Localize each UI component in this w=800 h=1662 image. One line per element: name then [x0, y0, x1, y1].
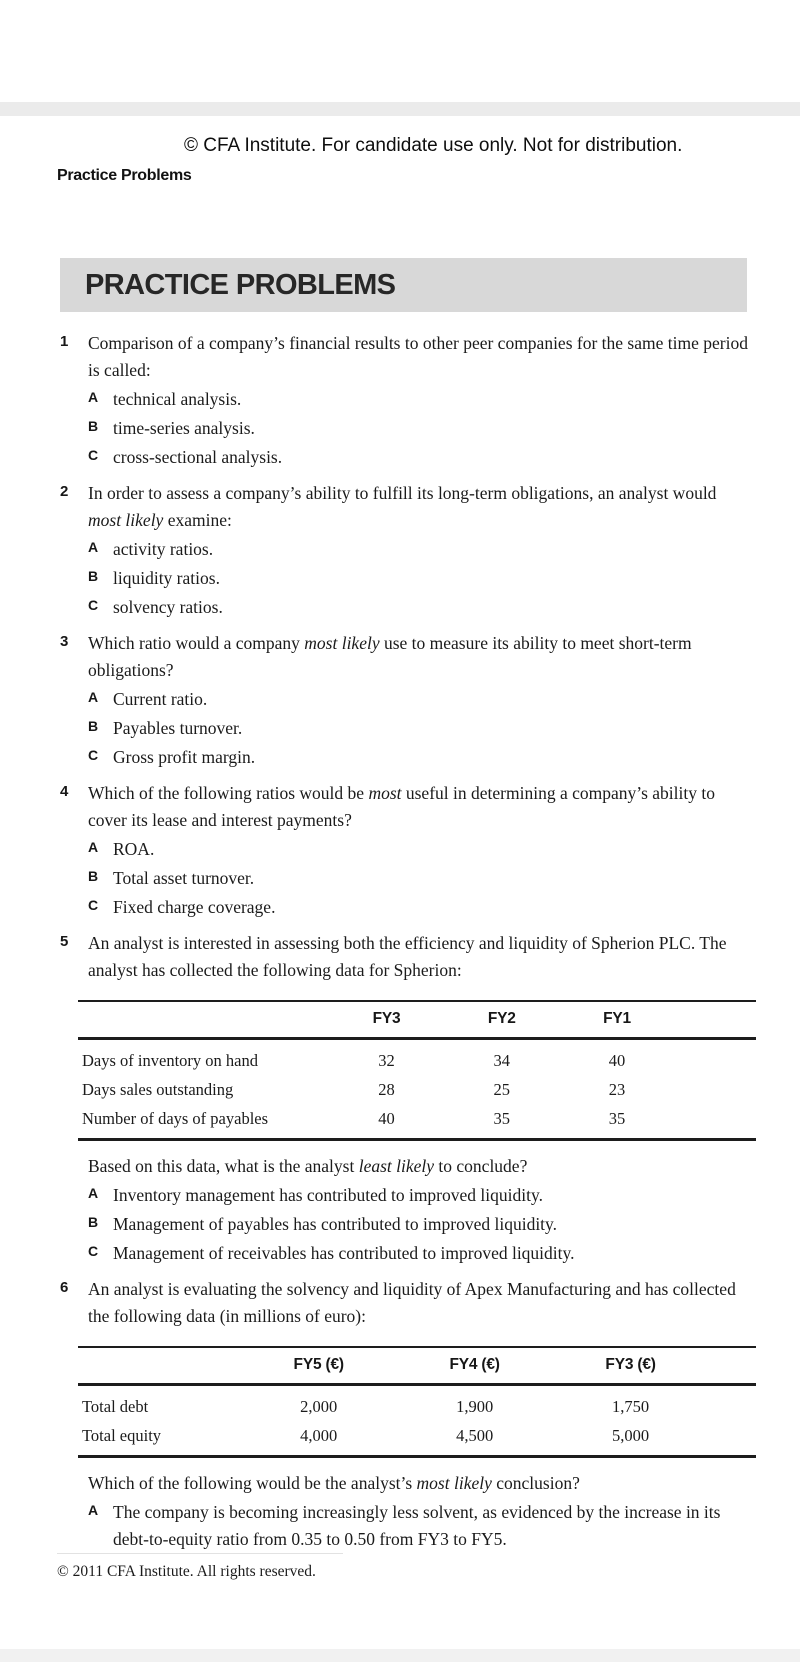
- question-text-part: Based on this data, what is the analyst: [88, 1156, 359, 1176]
- option-letter: A: [88, 389, 98, 405]
- question-2-option-a: [88, 536, 750, 563]
- question-text-part: An analyst is interested in assessing both the efficiency and liquidity of Spherion PLC. The analyst has collected the following data for Spherion:: [88, 933, 727, 980]
- question-3-text: [88, 630, 750, 684]
- table-header-fy1: FY1: [559, 1001, 674, 1039]
- question-6-text: [88, 1276, 750, 1330]
- option-letter: A: [88, 1502, 98, 1518]
- emphasis-text: most likely: [88, 510, 164, 530]
- question-4-body: [88, 780, 750, 921]
- row-label: Total equity: [82, 1426, 162, 1445]
- option-text: Inventory management has contributed to improved liquidity.: [113, 1185, 543, 1205]
- table-spacer-cell: [675, 1001, 756, 1039]
- question-2-number: 2: [60, 483, 69, 500]
- option-letter: C: [88, 597, 98, 613]
- option-letter: B: [88, 418, 98, 434]
- section-title-box: [60, 258, 747, 312]
- question-1-number: 1: [60, 333, 69, 350]
- option-text: time-series analysis.: [113, 418, 255, 438]
- option-letter: B: [88, 1214, 98, 1230]
- question-text-part: to conclude?: [434, 1156, 528, 1176]
- option-text: technical analysis.: [113, 389, 242, 409]
- option-letter: B: [88, 568, 98, 584]
- question-6-option-a: [88, 1499, 750, 1553]
- copyright-header: © CFA Institute. For candidate use only. Not for distribution.: [184, 135, 683, 156]
- cell-value: 5,000: [612, 1426, 650, 1445]
- question-5-followup-text: [88, 1153, 750, 1180]
- table-spacer-cell: [675, 1104, 756, 1140]
- apex-data-table: [78, 1346, 756, 1458]
- question-text-part: useful in determining a company’s ability to cover its lease and interest payments?: [88, 783, 715, 830]
- option-letter: C: [88, 447, 98, 463]
- table-header-fy2: FY2: [444, 1001, 559, 1039]
- cell-value: 40: [608, 1051, 626, 1070]
- question-1-text: [88, 330, 750, 384]
- option-text: Current ratio.: [113, 689, 208, 709]
- question-3-body: [88, 630, 750, 771]
- table-row: [78, 1385, 756, 1422]
- cell-value: 4,000: [300, 1426, 338, 1445]
- top-divider-bar: [0, 102, 800, 116]
- question-4-option-a: [88, 836, 750, 863]
- question-text-part: An analyst is evaluating the solvency and liquidity of Apex Manufacturing and has collected the following data (in millions of euro):: [88, 1279, 736, 1326]
- table-spacer-cell: [675, 1075, 756, 1104]
- table-spacer-cell: [709, 1347, 756, 1385]
- question-4-option-b: [88, 865, 750, 892]
- row-label: Days sales outstanding: [82, 1080, 234, 1099]
- question-5-option-b: [88, 1211, 750, 1238]
- question-4-number: 4: [60, 783, 69, 800]
- emphasis-text: least likely: [358, 1156, 435, 1176]
- question-4-text: [88, 780, 750, 834]
- option-text: Management of payables has contributed to improved liquidity.: [113, 1214, 558, 1234]
- option-text: activity ratios.: [113, 539, 214, 559]
- option-text: ROA.: [113, 839, 155, 859]
- question-text-part: Which of the following would be the analyst’s: [88, 1473, 417, 1493]
- question-text-part: conclusion?: [491, 1473, 580, 1493]
- cell-value: 1,750: [612, 1397, 650, 1416]
- option-text: Fixed charge coverage.: [113, 897, 276, 917]
- cell-value: 4,500: [456, 1426, 494, 1445]
- question-1-option-a: [88, 386, 750, 413]
- cell-value: 34: [493, 1051, 510, 1070]
- cell-value: 1,900: [456, 1397, 494, 1416]
- row-label: Total debt: [82, 1397, 149, 1416]
- question-3-number: 3: [60, 633, 69, 650]
- question-5-option-a: [88, 1182, 750, 1209]
- question-3-option-a: [88, 686, 750, 713]
- emphasis-text: most likely: [304, 633, 380, 653]
- footer-copyright: © 2011 CFA Institute. All rights reserved.: [57, 1563, 316, 1580]
- table-header-fy4: FY4 (€): [397, 1347, 553, 1385]
- table-row: [78, 1075, 756, 1104]
- option-letter: B: [88, 718, 98, 734]
- option-text: Total asset turnover.: [113, 868, 255, 888]
- table-row: [78, 1421, 756, 1457]
- option-text: cross-sectional analysis.: [113, 447, 283, 467]
- cell-value: 28: [378, 1080, 395, 1099]
- question-3-option-b: [88, 715, 750, 742]
- running-header: Practice Problems: [57, 167, 192, 184]
- question-1-body: [88, 330, 750, 471]
- table-row: [78, 1039, 756, 1076]
- question-text-part: In order to assess a company’s ability to fulfill its long-term obligations, an analyst would: [88, 483, 717, 503]
- table-spacer-cell: [675, 1039, 756, 1076]
- question-3-option-c: [88, 744, 750, 771]
- question-6: [60, 1276, 750, 1553]
- table-header-fy3: FY3: [329, 1001, 444, 1039]
- cell-value: 35: [608, 1109, 626, 1128]
- question-1: [60, 330, 750, 471]
- question-4-option-c: [88, 894, 750, 921]
- emphasis-text: most: [368, 783, 402, 803]
- row-label: Number of days of payables: [82, 1109, 269, 1128]
- question-2-option-c: [88, 594, 750, 621]
- table-header-row: [78, 1347, 756, 1385]
- table-spacer-cell: [709, 1421, 756, 1457]
- option-letter: C: [88, 897, 98, 913]
- option-letter: B: [88, 868, 98, 884]
- question-5-option-c: [88, 1240, 750, 1267]
- option-text: solvency ratios.: [113, 597, 223, 617]
- emphasis-text: most likely: [416, 1473, 492, 1493]
- bottom-divider-bar: [0, 1649, 800, 1662]
- table-spacer-cell: [709, 1385, 756, 1422]
- spherion-data-table: [78, 1000, 756, 1141]
- cell-value: 40: [378, 1109, 395, 1128]
- option-text: Management of receivables has contributed to improved liquidity.: [113, 1243, 575, 1263]
- option-letter: A: [88, 689, 98, 705]
- question-text-part: Comparison of a company’s financial results to other peer companies for the same time period is called:: [88, 333, 748, 380]
- row-label: Days of inventory on hand: [82, 1051, 258, 1070]
- table-header-fy5: FY5 (€): [241, 1347, 397, 1385]
- cell-value: 25: [493, 1080, 510, 1099]
- table-row: [78, 1104, 756, 1140]
- question-text-part: Which ratio would a company: [88, 633, 305, 653]
- question-6-followup-text: [88, 1470, 750, 1497]
- cell-value: 23: [608, 1080, 626, 1099]
- option-letter: A: [88, 839, 98, 855]
- option-text: Gross profit margin.: [113, 747, 256, 767]
- question-3: [60, 630, 750, 771]
- cell-value: 35: [493, 1109, 510, 1128]
- question-text-part: use to measure its ability to meet short-term obligations?: [88, 633, 692, 680]
- option-letter: A: [88, 539, 98, 555]
- page-title: PRACTICE PROBLEMS: [85, 268, 396, 301]
- table-header-blank: [78, 1347, 241, 1385]
- question-2-body: [88, 480, 750, 621]
- question-2-text: [88, 480, 750, 534]
- question-2-option-b: [88, 565, 750, 592]
- question-5: [60, 930, 750, 1267]
- option-letter: C: [88, 747, 98, 763]
- cell-value: 32: [378, 1051, 395, 1070]
- question-6-body: [82, 1276, 750, 1553]
- question-1-option-b: [88, 415, 750, 442]
- question-2: [60, 480, 750, 621]
- option-text: liquidity ratios.: [113, 568, 220, 588]
- question-4: [60, 780, 750, 921]
- option-text: Payables turnover.: [113, 718, 243, 738]
- footer-divider: [57, 1553, 343, 1554]
- question-6-number: 6: [60, 1279, 69, 1296]
- question-text-part: examine:: [163, 510, 232, 530]
- question-5-body: [82, 930, 750, 1267]
- table-header-blank: [78, 1001, 329, 1039]
- option-letter: C: [88, 1243, 98, 1259]
- table-header-row: [78, 1001, 756, 1039]
- option-letter: A: [88, 1185, 98, 1201]
- questions-list: [60, 330, 750, 1562]
- question-5-number: 5: [60, 933, 69, 950]
- option-text: The company is becoming increasingly less solvent, as evidenced by the increase in its debt-to-equity ratio from 0.35 to 0.50 from FY3 to FY5.: [113, 1502, 721, 1549]
- question-5-text: [88, 930, 750, 984]
- question-1-option-c: [88, 444, 750, 471]
- cell-value: 2,000: [300, 1397, 338, 1416]
- table-header-fy3: FY3 (€): [553, 1347, 709, 1385]
- question-text-part: Which of the following ratios would be: [88, 783, 369, 803]
